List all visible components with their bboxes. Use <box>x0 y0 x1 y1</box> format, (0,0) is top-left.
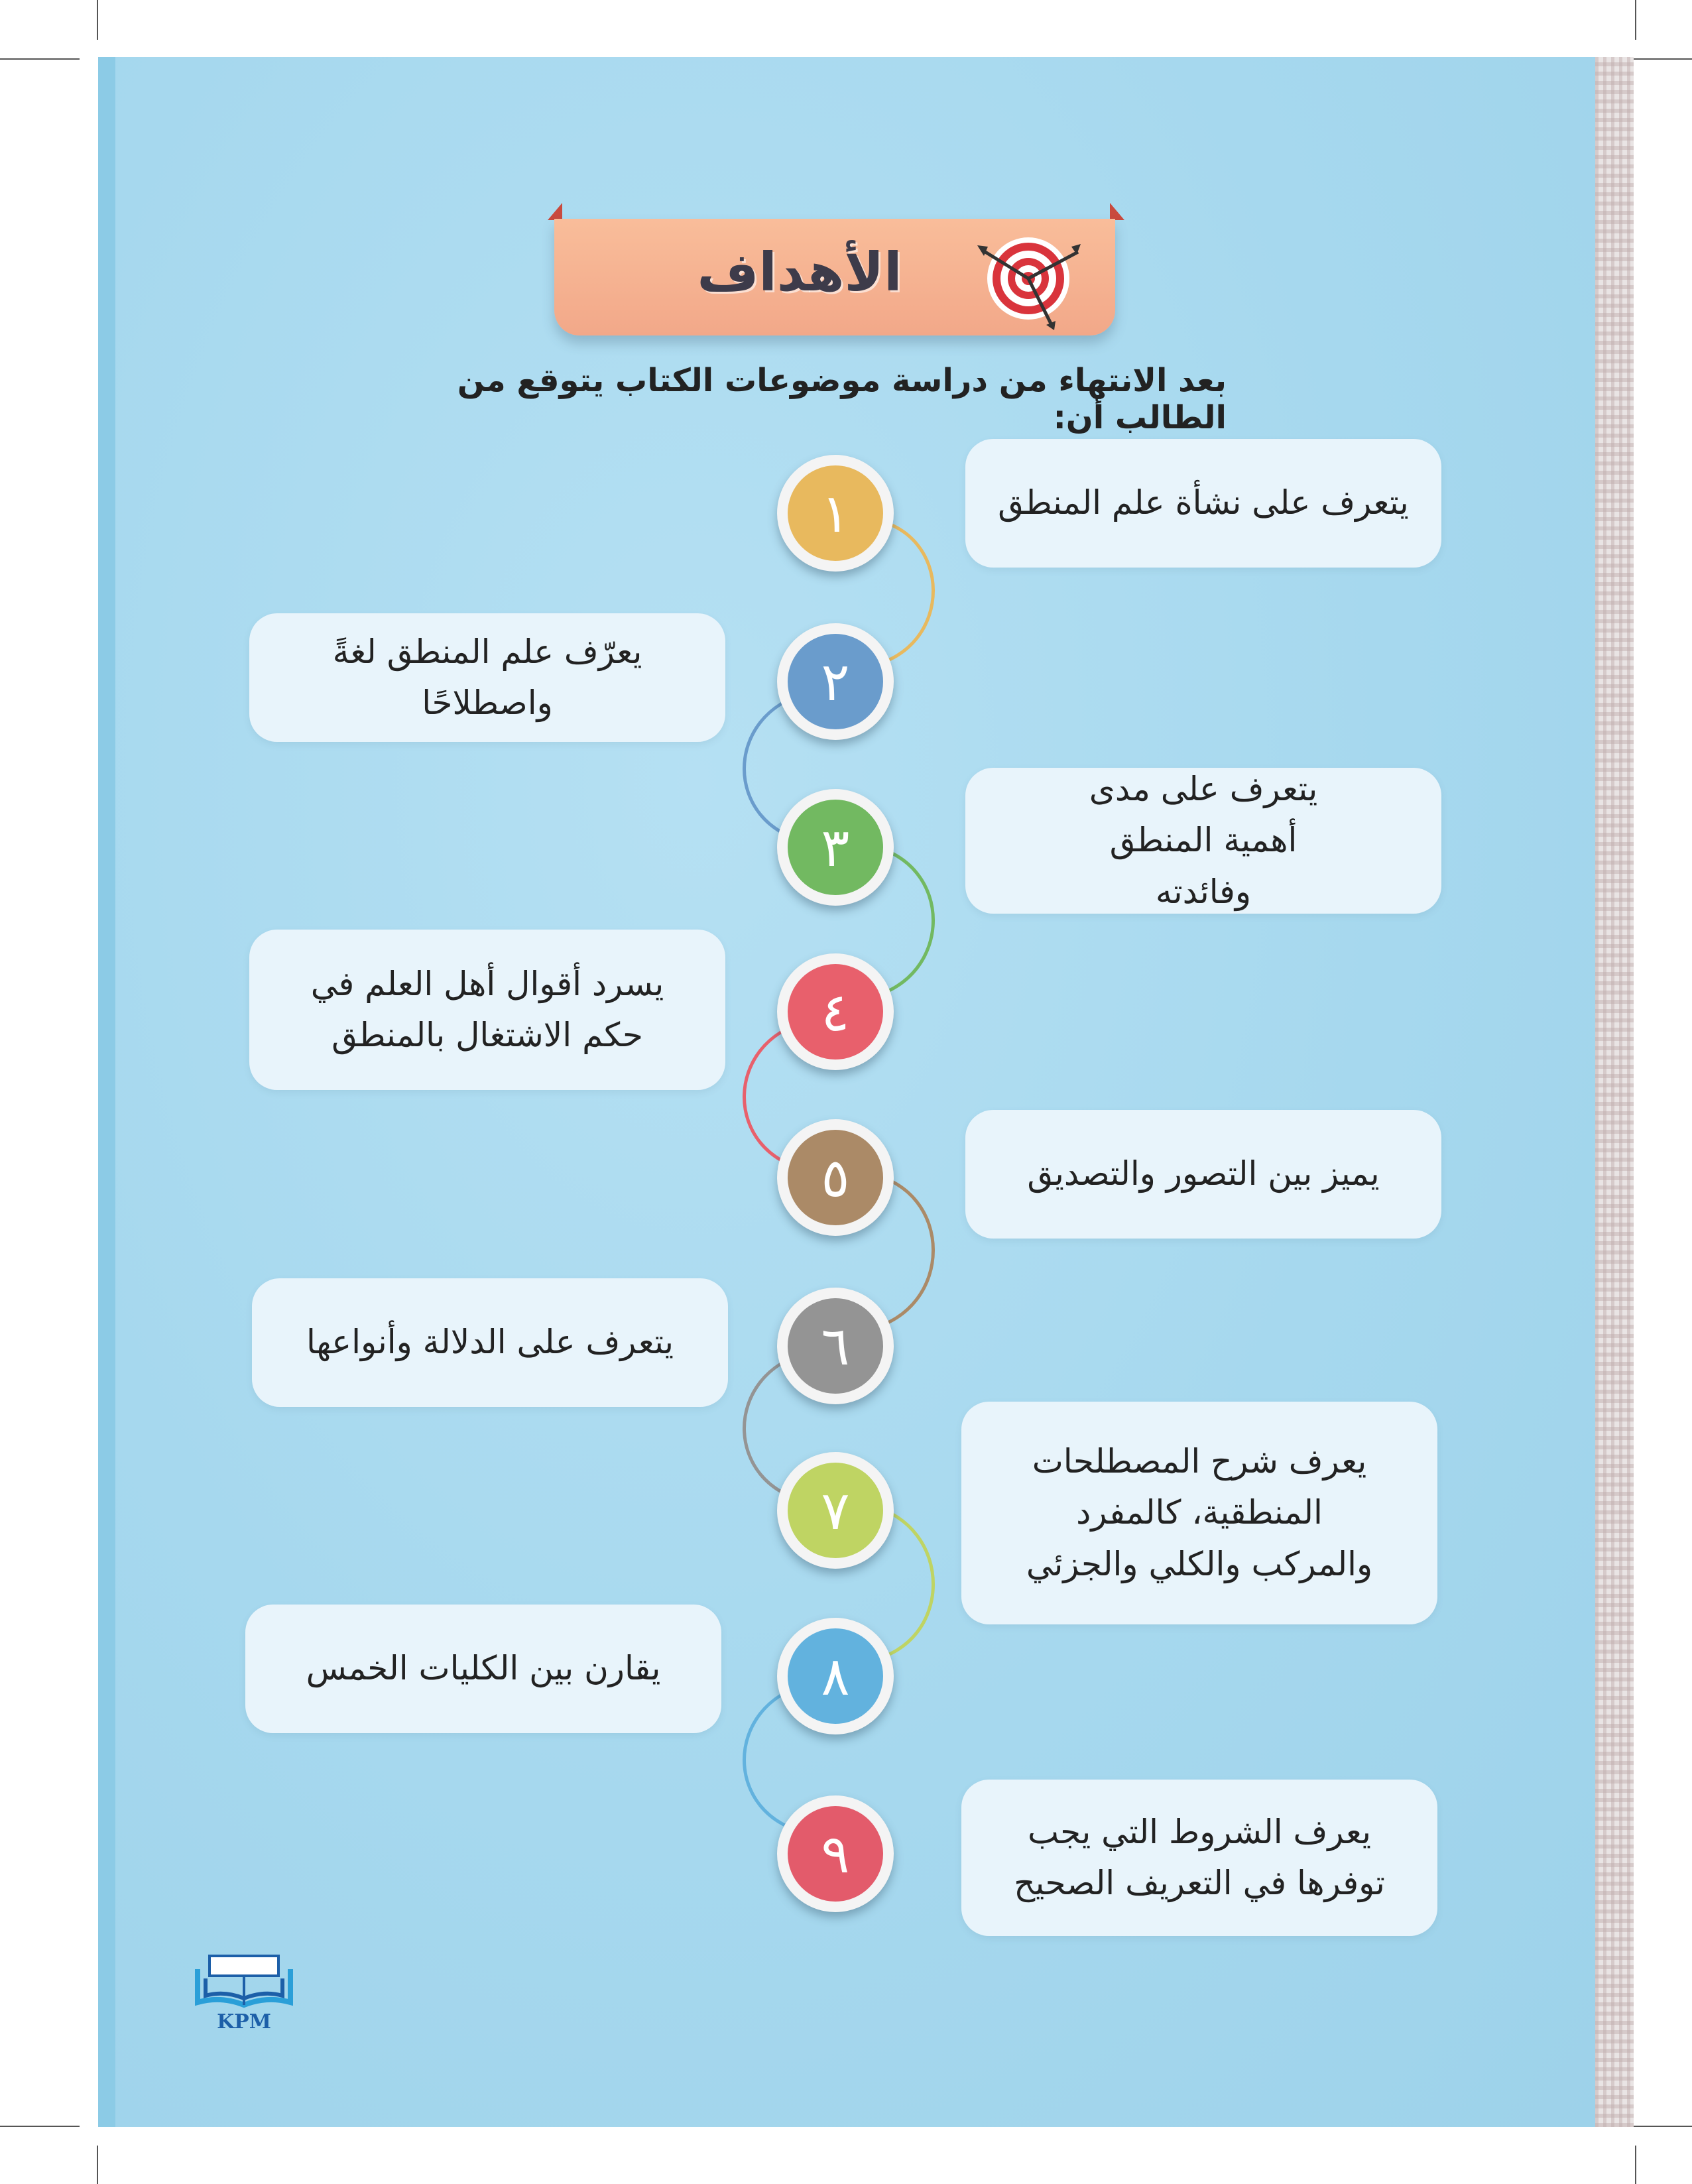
objective-box-8 <box>245 1605 721 1733</box>
number-badge-7: ٧ <box>788 1463 883 1558</box>
objective-number-6 <box>777 1288 894 1404</box>
objective-text-1: يتعرف على نشأة علم المنطق <box>998 483 1409 522</box>
objective-text-9: يعرف الشروط التي يجب توفرها في التعريف الصحيح <box>1014 1812 1385 1902</box>
number-badge-9: ٩ <box>788 1806 883 1902</box>
number-badge-8: ٨ <box>788 1628 883 1724</box>
objective-number-1 <box>777 455 894 572</box>
number-badge-4: ٤ <box>788 964 883 1060</box>
open-book-logo-icon <box>184 1949 304 2016</box>
objective-box-1 <box>965 439 1441 568</box>
number-badge-5: ٥ <box>788 1130 883 1225</box>
objective-box-6 <box>252 1278 728 1407</box>
logo-text: KPM <box>217 2010 271 2033</box>
objective-text-4: يسرد أقوال أهل العلم في حكم الاشتغال بالمنطق <box>310 964 664 1054</box>
objective-text-6: يتعرف على الدلالة وأنواعها <box>306 1323 674 1362</box>
objective-number-5 <box>777 1119 894 1236</box>
objective-box-9 <box>961 1780 1437 1936</box>
intro-text: بعد الانتهاء من دراسة موضوعات الكتاب يتوقع من الطالب أن: <box>457 362 1227 436</box>
objective-text-3: يتعرف على مدى أهمية المنطق وفائدته <box>1089 769 1318 911</box>
objective-text-8: يقارن بين الكليات الخمس <box>306 1649 661 1688</box>
number-badge-3: ٣ <box>788 800 883 895</box>
objective-box-2 <box>249 613 725 742</box>
number-badge-2: ٢ <box>788 634 883 729</box>
objective-box-7 <box>961 1402 1437 1624</box>
number-badge-1: ١ <box>788 465 883 561</box>
objective-number-3 <box>777 789 894 906</box>
objective-text-7: يعرف شرح المصطلحات المنطقية، كالمفرد والمركب والكلي والجزئي <box>1026 1441 1373 1583</box>
objective-box-5 <box>965 1110 1441 1239</box>
objective-box-3 <box>965 768 1441 914</box>
publisher-logo <box>184 1949 304 2035</box>
objective-text-5: يميز بين التصور والتصديق <box>1027 1154 1380 1193</box>
objective-number-7 <box>777 1452 894 1569</box>
objective-number-8 <box>777 1618 894 1734</box>
objective-number-9 <box>777 1795 894 1912</box>
objective-number-2 <box>777 623 894 740</box>
number-badge-6: ٦ <box>788 1298 883 1394</box>
objective-box-4 <box>249 930 725 1090</box>
objective-text-2: يعرّف علم المنطق لغةً واصطلاحًا <box>332 632 642 722</box>
page-title: الأهداف <box>697 241 902 303</box>
objective-number-4 <box>777 953 894 1070</box>
